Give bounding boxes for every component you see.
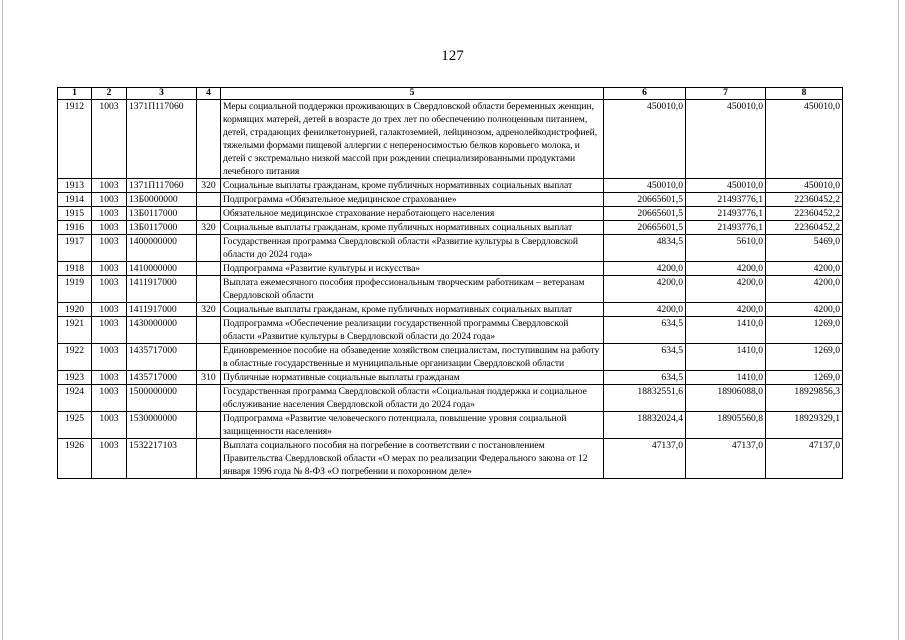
scan-right-edge [898,0,899,640]
amount-col6-cell: 634,5 [604,317,686,344]
expense-type-cell [197,193,221,207]
expense-type-cell [197,317,221,344]
row-number-cell: 1913 [58,179,92,193]
table-row [58,412,843,439]
amount-col8-cell: 18929329,1 [766,412,843,439]
table-row [58,344,843,371]
section-code-cell: 1003 [92,262,127,276]
amount-col8-cell: 4200,0 [766,262,843,276]
row-number-cell: 1926 [58,439,92,479]
section-code-cell: 1003 [92,100,127,179]
table-row [58,371,843,385]
scan-left-edge [2,0,3,640]
amount-col7-cell: 5610,0 [686,235,766,262]
target-article-cell: 1411917000 [127,303,197,317]
row-number-cell: 1924 [58,385,92,412]
target-article-cell: 1411917000 [127,276,197,303]
row-number-cell: 1922 [58,344,92,371]
row-number-cell: 1912 [58,100,92,179]
amount-col7-cell: 21493776,1 [686,221,766,235]
column-header: 8 [766,88,843,100]
section-code-cell: 1003 [92,193,127,207]
item-name-cell: Публичные нормативные социальные выплаты гражданам [221,371,604,385]
item-name-cell: Единовременное пособие на обзаведение хозяйством специалистам, поступившим на работу в областные государственные и муниципальные организации Свердловской области [221,344,604,371]
row-number-cell: 1914 [58,193,92,207]
amount-col7-cell: 4200,0 [686,303,766,317]
item-name-cell: Подпрограмма «Обеспечение реализации государственной программы Свердловской области «Развитие культуры в Свердловской области до 2024 года» [221,317,604,344]
amount-col6-cell: 450010,0 [604,179,686,193]
section-code-cell: 1003 [92,344,127,371]
amount-col7-cell: 18906088,0 [686,385,766,412]
row-number-cell: 1920 [58,303,92,317]
section-code-cell: 1003 [92,179,127,193]
column-header: 3 [127,88,197,100]
amount-col8-cell: 47137,0 [766,439,843,479]
section-code-cell: 1003 [92,221,127,235]
target-article-cell: 13Б0117000 [127,207,197,221]
amount-col7-cell: 47137,0 [686,439,766,479]
column-header: 4 [197,88,221,100]
table-row [58,193,843,207]
section-code-cell: 1003 [92,385,127,412]
row-number-cell: 1925 [58,412,92,439]
table-row [58,179,843,193]
table-row [58,385,843,412]
expense-type-cell [197,262,221,276]
item-name-cell: Меры социальной поддержки проживающих в Свердловской области беременных женщин, кормящих матерей, детей в возрасте до трех лет по обеспечению полноценным питанием, детей, страдающих фенилкетонурией, галактоземией, лейцинозом, адренолейкодистрофией, тяжелыми формами пищевой аллергии с непереносимостью белков коровьего молока, и детей с экстремально низкой массой при рождении специализированными продуктами лечебного питания [221,100,604,179]
table-row [58,262,843,276]
expense-type-cell: 320 [197,303,221,317]
amount-col6-cell: 634,5 [604,371,686,385]
column-header: 7 [686,88,766,100]
section-code-cell: 1003 [92,439,127,479]
table-row [58,303,843,317]
row-number-cell: 1916 [58,221,92,235]
target-article-cell: 13Б0117000 [127,221,197,235]
amount-col8-cell: 4200,0 [766,276,843,303]
amount-col6-cell: 450010,0 [604,100,686,179]
amount-col7-cell: 21493776,1 [686,193,766,207]
target-article-cell: 1400000000 [127,235,197,262]
section-code-cell: 1003 [92,303,127,317]
expense-type-cell [197,439,221,479]
section-code-cell: 1003 [92,317,127,344]
expense-type-cell: 320 [197,179,221,193]
row-number-cell: 1917 [58,235,92,262]
amount-col8-cell: 4200,0 [766,303,843,317]
item-name-cell: Социальные выплаты гражданам, кроме публичных нормативных социальных выплат [221,221,604,235]
target-article-cell: 1500000000 [127,385,197,412]
table-row [58,221,843,235]
target-article-cell: 1530000000 [127,412,197,439]
amount-col7-cell: 1410,0 [686,371,766,385]
item-name-cell: Подпрограмма «Развитие культуры и искусства» [221,262,604,276]
section-code-cell: 1003 [92,207,127,221]
expense-type-cell [197,412,221,439]
amount-col7-cell: 18905560,8 [686,412,766,439]
item-name-cell: Подпрограмма «Развитие человеческого потенциала, повышение уровня социальной защищенности населения» [221,412,604,439]
amount-col8-cell: 1269,0 [766,371,843,385]
row-number-cell: 1921 [58,317,92,344]
target-article-cell: 13Б0000000 [127,193,197,207]
amount-col6-cell: 4200,0 [604,303,686,317]
row-number-cell: 1923 [58,371,92,385]
amount-col8-cell: 1269,0 [766,317,843,344]
column-header: 2 [92,88,127,100]
expense-type-cell [197,276,221,303]
section-code-cell: 1003 [92,412,127,439]
target-article-cell: 1371П117060 [127,179,197,193]
target-article-cell: 1371П117060 [127,100,197,179]
target-article-cell: 1435717000 [127,344,197,371]
amount-col8-cell: 18929856,3 [766,385,843,412]
amount-col8-cell: 5469,0 [766,235,843,262]
table-row [58,235,843,262]
item-name-cell: Социальные выплаты гражданам, кроме публичных нормативных социальных выплат [221,179,604,193]
amount-col7-cell: 1410,0 [686,317,766,344]
section-code-cell: 1003 [92,235,127,262]
amount-col8-cell: 22360452,2 [766,221,843,235]
expense-type-cell [197,100,221,179]
column-header: 1 [58,88,92,100]
amount-col6-cell: 20665601,5 [604,221,686,235]
row-number-cell: 1919 [58,276,92,303]
amount-col6-cell: 18832024,4 [604,412,686,439]
amount-col6-cell: 4834,5 [604,235,686,262]
amount-col6-cell: 4200,0 [604,262,686,276]
amount-col6-cell: 18832551,6 [604,385,686,412]
table-row [58,100,843,179]
amount-col8-cell: 450010,0 [766,179,843,193]
column-header: 5 [221,88,604,100]
table-row [58,439,843,479]
target-article-cell: 1532217103 [127,439,197,479]
expense-type-cell [197,235,221,262]
item-name-cell: Выплата социального пособия на погребение в соответствии с постановлением Правительства Свердловской области «О мерах по реализации Федерального закона от 12 января 1996 года № 8-ФЗ «О погребении и похоронном деле» [221,439,604,479]
amount-col7-cell: 21493776,1 [686,207,766,221]
page-number: 127 [441,48,464,64]
expense-type-cell [197,344,221,371]
row-number-cell: 1915 [58,207,92,221]
amount-col7-cell: 450010,0 [686,179,766,193]
item-name-cell: Выплата ежемесячного пособия профессиональным творческим работникам – ветеранам Свердловской области [221,276,604,303]
amount-col8-cell: 450010,0 [766,100,843,179]
section-code-cell: 1003 [92,276,127,303]
table-header-row [58,88,843,100]
target-article-cell: 1435717000 [127,371,197,385]
table-row [58,207,843,221]
amount-col7-cell: 4200,0 [686,276,766,303]
table-row [58,276,843,303]
expense-type-cell: 320 [197,221,221,235]
item-name-cell: Государственная программа Свердловской области «Социальная поддержка и социальное обслуживание населения Свердловской области до 2024 года» [221,385,604,412]
target-article-cell: 1430000000 [127,317,197,344]
expense-type-cell: 310 [197,371,221,385]
expense-type-cell [197,385,221,412]
amount-col6-cell: 20665601,5 [604,207,686,221]
amount-col8-cell: 22360452,2 [766,207,843,221]
amount-col6-cell: 20665601,5 [604,193,686,207]
item-name-cell: Обязательное медицинское страхование неработающего населения [221,207,604,221]
section-code-cell: 1003 [92,371,127,385]
amount-col6-cell: 4200,0 [604,276,686,303]
amount-col7-cell: 4200,0 [686,262,766,276]
table-row [58,317,843,344]
amount-col6-cell: 634,5 [604,344,686,371]
row-number-cell: 1918 [58,262,92,276]
table-body [58,100,843,479]
budget-table [57,87,843,479]
amount-col8-cell: 22360452,2 [766,193,843,207]
amount-col8-cell: 1269,0 [766,344,843,371]
target-article-cell: 1410000000 [127,262,197,276]
amount-col7-cell: 1410,0 [686,344,766,371]
item-name-cell: Подпрограмма «Обязательное медицинское страхование» [221,193,604,207]
column-header: 6 [604,88,686,100]
amount-col7-cell: 450010,0 [686,100,766,179]
item-name-cell: Государственная программа Свердловской области «Развитие культуры в Свердловской области до 2024 года» [221,235,604,262]
expense-type-cell [197,207,221,221]
amount-col6-cell: 47137,0 [604,439,686,479]
item-name-cell: Социальные выплаты гражданам, кроме публичных нормативных социальных выплат [221,303,604,317]
